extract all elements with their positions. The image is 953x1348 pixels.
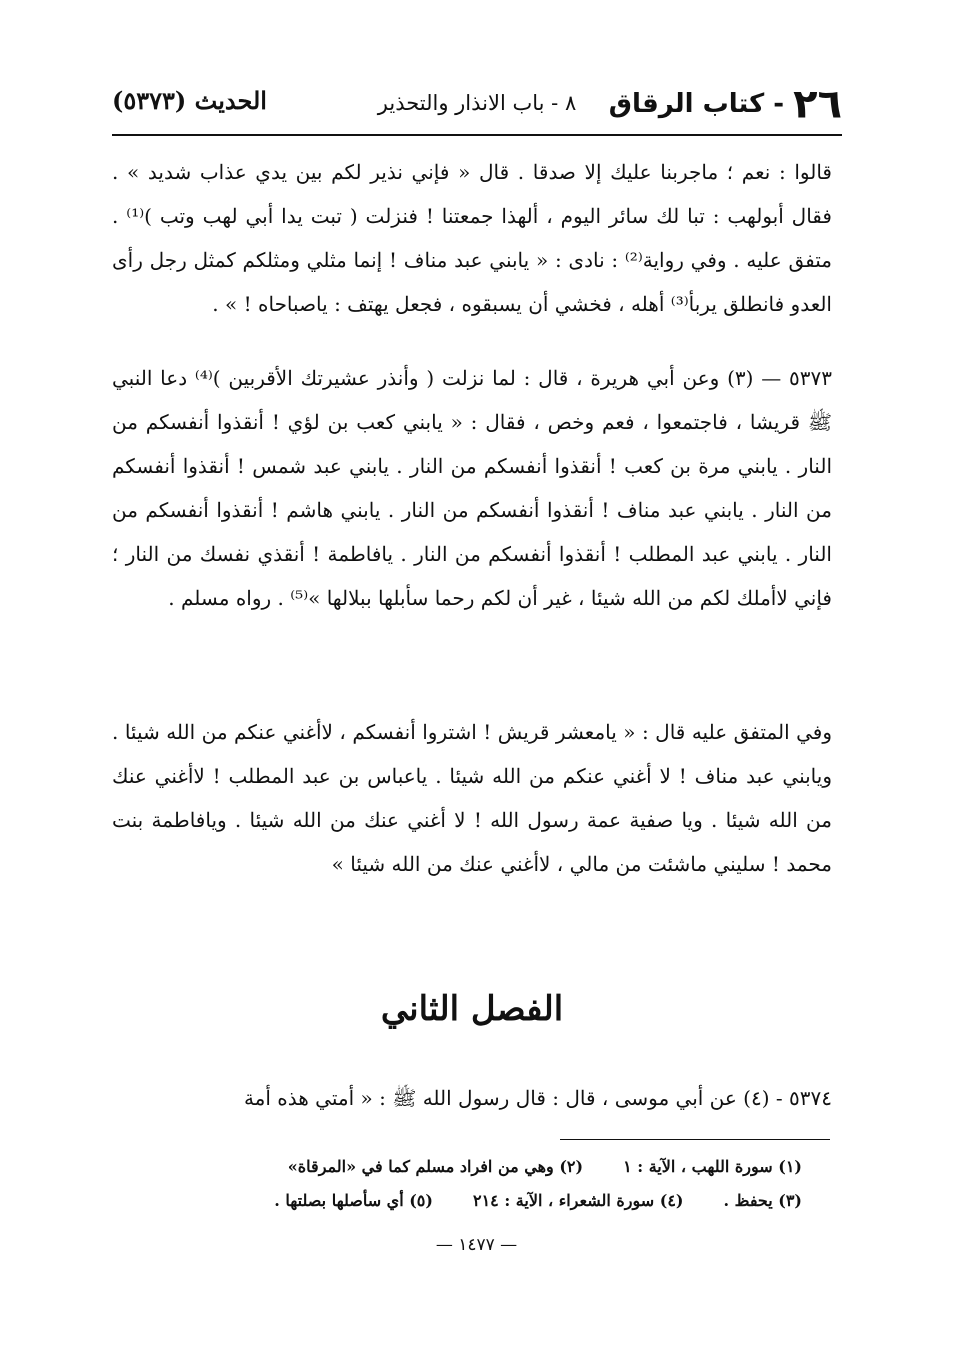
footnote-rule [560, 1139, 830, 1140]
paragraph-4 [112, 1076, 832, 1120]
chapter-title: ٨ - باب الانذار والتحذير [377, 91, 577, 115]
footnote-2: (٢) وهي من افراد مسلم كما في «المرقاة» [287, 1157, 584, 1176]
header-rule [112, 134, 842, 136]
paragraph-text: ٥٣٧٣ — (٣) وعن أبي هريرة ، قال : لما نزلت ( وأنذر عشيرتك الأقربين )⁽⁴⁾ دعا النبي ﷺ قريشا ، فاجتمعوا ، فعم وخص ، فقال : « يابني كعب بن لؤي ! أنقذوا أنفسكم من النار . يابني مرة بن كعب ! أنقذوا أنفسكم من النار . يابني عبد شمس ! أنقذوا أنفسكم من النار . يابني عبد مناف ! أنقذوا أنفسكم من النار . يابني هاشم ! أنقذوا أنفسكم من النار . يابني عبد المطلب ! أنقذوا أنفسكم من النار . يافاطمة ! أنقذي نفسك من النار ؛ فإني لاأملك لكم من الله شيئا ، غير أن لكم رحما سأبلها ببلالها »⁽⁵⁾ . رواه مسلم . [112, 366, 833, 610]
page-header [112, 82, 842, 132]
footnote-5: (٥) أي سأصلها بصلتها . [274, 1191, 433, 1210]
paragraph-text: ٥٣٧٤ - (٤) عن أبي موسى ، قال : قال رسول الله ﷺ : « أمتي هذه أمة [243, 1086, 832, 1110]
book-title: - كتاب الرقاق [608, 89, 785, 119]
paragraph-text: وفي المتفق عليه قال : « يامعشر قريش ! اشتروا أنفسكم ، لاأغني عنكم من الله شيئا . ويابني عبد مناف ! لا أغني عنكم من الله شيئا . ياعباس بن عبد المطلب ! لاأغني عنك من الله شيئا . ويا صفية عمة رسول الله ! لا أغني عنك من الله شيئا . ويافاطمة بنت محمد ! سليني ماشئت من مالي ، لاأغني عنك من الله شيئا » [112, 720, 832, 876]
paragraph-3 [112, 710, 832, 886]
footnote-row [112, 1150, 802, 1184]
page-number: — ١٤٧٧ — [435, 1235, 518, 1255]
paragraph-text: قالوا : نعم ؛ ماجربنا عليك إلا صدقا . قال « فإني نذير لكم بين يدي عذاب شديد » . فقال أبولهب : تبا لك سائر اليوم ، ألهذا جمعتنا ! فنزلت ( تبت يدا أبي لهب وتب )⁽¹⁾ . متفق عليه . وفي رواية⁽²⁾ : نادى : « يابني عبد مناف ! إنما مثلي ومثلكم كمثل رجل رأى العدو فانطلق يربأ⁽³⁾ أهله ، فخشي أن يسبقوه ، فجعل يهتف : ياصباحاه ! » . [112, 160, 832, 316]
footnote-row [112, 1184, 802, 1218]
footnote-4: (٤) سورة الشعراء ، الآية : ٢١٤ [472, 1191, 684, 1210]
page-label: ٢٦ [793, 81, 842, 128]
hadith-range: الحديث (٥٣٧٣) [112, 86, 267, 115]
paragraph-2 [112, 356, 832, 620]
footnote-1: (١) سورة اللهب ، الآية : ١ [623, 1157, 802, 1176]
section-title: الفصل الثاني [380, 989, 564, 1029]
footnotes [112, 1150, 802, 1218]
footnote-3: (٣) يحفظ . [723, 1191, 802, 1210]
paragraph-1 [112, 150, 832, 326]
